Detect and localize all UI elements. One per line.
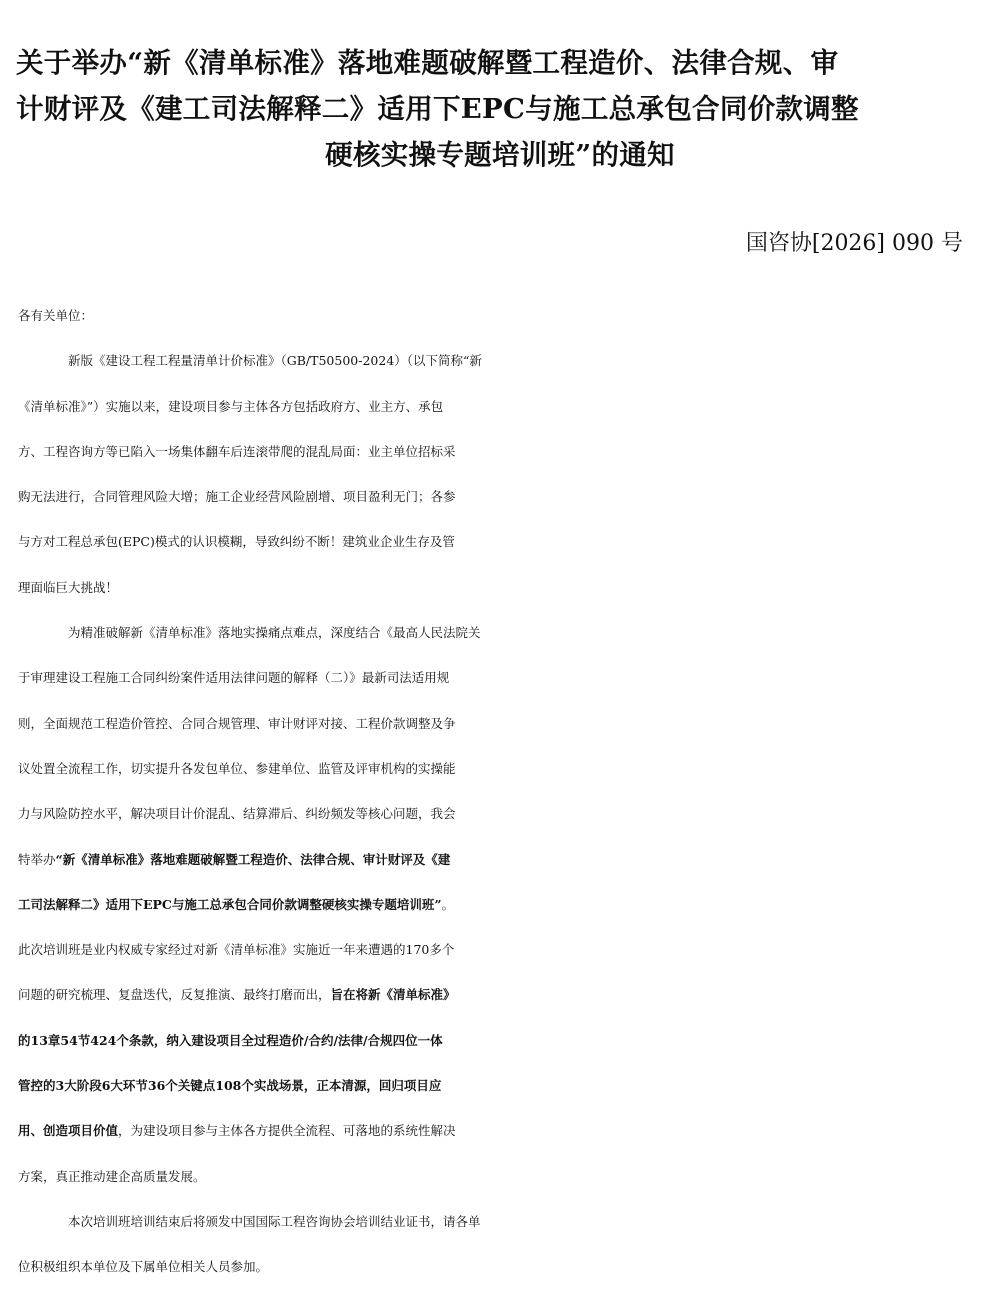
highlight-bold: 用、创造项目价值: [18, 1123, 119, 1139]
paragraph-line: 方、工程咨询方等已陷入一场集体翻车后连滚带爬的混乱局面：业主单位招标采: [18, 443, 456, 459]
paragraph-line: 议处置全流程工作，切实提升各发包单位、参建单位、监管及评审机构的实操能: [18, 760, 456, 776]
paragraph-line: [18, 837, 998, 882]
paragraph-line: 本次培训班培训结束后将颁发中国国际工程咨询协会培训结业证书，请各单: [68, 1213, 481, 1229]
paragraph-line: 则，全面规范工程造价管控、合同合规管理、审计财评对接、工程价款调整及争: [18, 715, 456, 731]
paragraph-line: 为精准破解新《清单标准》落地实操痛点难点，深度结合《最高人民法院关: [68, 625, 481, 641]
title-line: 计财评及《建工司法解释二》适用下EPC与施工总承包合同价款调整: [16, 93, 859, 125]
notice-title: [16, 40, 984, 178]
paragraph-line: 购无法进行，合同管理风险大增；施工企业经营风险剧增、项目盈利无门；各参: [18, 489, 456, 505]
paragraph-line: [18, 972, 998, 1017]
paragraph-line: 位积极组织本单位及下属单位相关人员参加。: [18, 1259, 269, 1275]
text-run: ，为建设项目参与主体各方提供全流程、可落地的系统性解决: [118, 1123, 456, 1139]
paragraph-line: 于审理建设工程施工合同纠纷案件适用法律问题的解释（二）》最新司法适用规: [18, 670, 450, 686]
highlight-bold: 旨在将新《清单标准》: [330, 987, 456, 1003]
text-run: 。: [441, 896, 455, 912]
text-run: 问题的研究梳理、复盘迭代，反复推演、最终打磨而出，: [18, 987, 331, 1003]
notice-body: [18, 293, 998, 1290]
paragraph-line: 新版《建设工程工程量清单计价标准》（GB/T50500-2024）（以下简称“新: [68, 353, 482, 369]
paragraph-line: 力与风险防控水平，解决项目计价混乱、结算滞后、纠纷频发等核心问题，我会: [18, 806, 456, 822]
paragraph-line: [18, 1108, 998, 1153]
title-line: 硬核实操专题培训班”的通知: [325, 139, 675, 171]
text-run: 特举办: [18, 851, 56, 867]
document-number: 国咨协[2026] 090 号: [745, 231, 963, 256]
training-title-bold: 工司法解释二》适用下EPC与施工总承包合同价款调整硬核实操专题培训班”: [18, 896, 442, 912]
title-line: 关于举办“新《清单标准》落地难题破解暨工程造价、法律合规、审: [16, 47, 839, 79]
paragraph-line: [18, 882, 998, 927]
paragraph-line: 与方对工程总承包(EPC)模式的认识模糊，导致纠纷不断！建筑业企业生存及管: [18, 534, 455, 550]
paragraph-line: 《清单标准》”）实施以来，建设项目参与主体各方包括政府方、业主方、承包: [18, 398, 444, 414]
paragraph-line: 此次培训班是业内权威专家经过对新《清单标准》实施近一年来遭遇的170多个: [18, 942, 455, 958]
training-title-bold: “新《清单标准》落地难题破解暨工程造价、法律合规、审计财评及《建: [55, 851, 451, 867]
highlight-line: 的13章54节424个条款，纳入建设项目全过程造价/合约/法律/合规四位一体: [18, 1032, 443, 1048]
highlight-line: 管控的3大阶段6大环节36个关键点108个实战场景，正本清源，回归项目应: [18, 1078, 442, 1094]
paragraph-line: 方案，真正推动建企高质量发展。: [18, 1168, 206, 1184]
paragraph-line: 理面临巨大挑战！: [18, 579, 119, 595]
salutation: 各有关单位：: [18, 308, 94, 323]
